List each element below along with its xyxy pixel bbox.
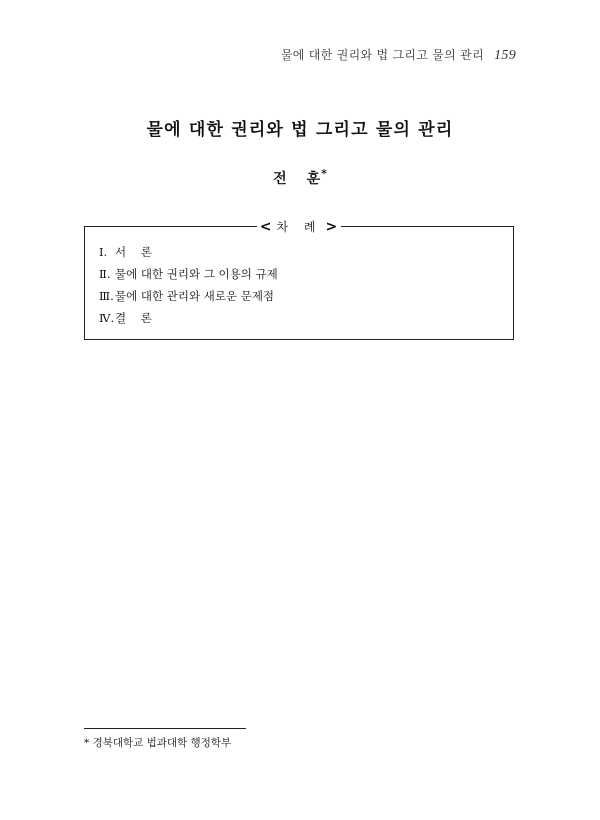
running-title: 물에 대한 권리와 법 그리고 물의 관리 [280, 48, 484, 62]
table-of-contents [84, 219, 514, 340]
toc-close-bracket: > [325, 219, 339, 235]
author-name-first: 전 [273, 171, 287, 187]
toc-item-number: Ⅳ. [99, 311, 115, 325]
author-footnote-marker: * [321, 167, 327, 180]
toc-item-text: 물에 대한 관리와 새로운 문제점 [115, 289, 275, 303]
toc-item-text: 물에 대한 권리와 그 이용의 규제 [115, 267, 278, 281]
toc-item [99, 285, 278, 307]
toc-item-text: 서 론 [115, 245, 152, 259]
toc-item-number: Ⅲ. [99, 289, 114, 303]
toc-item-number: Ⅰ. [99, 245, 108, 259]
toc-item-number: Ⅱ. [99, 267, 111, 281]
footnote-rule [84, 728, 246, 729]
toc-open-bracket: < [259, 219, 273, 235]
toc-item-text: 결 론 [115, 311, 152, 325]
toc-item [99, 263, 278, 285]
toc-header [85, 218, 513, 235]
page-number: 159 [494, 48, 516, 63]
author-name-second: 훈 [306, 171, 321, 187]
toc-item [99, 241, 278, 263]
running-header [281, 46, 516, 64]
toc-list [99, 241, 278, 329]
toc-label: 차 례 [276, 220, 322, 234]
toc-item [99, 307, 278, 329]
footnote: * 경북대학교 법과대학 행정학부 [84, 737, 232, 749]
paper-title: 물에 대한 권리와 법 그리고 물의 관리 [146, 120, 454, 140]
author [0, 167, 600, 188]
